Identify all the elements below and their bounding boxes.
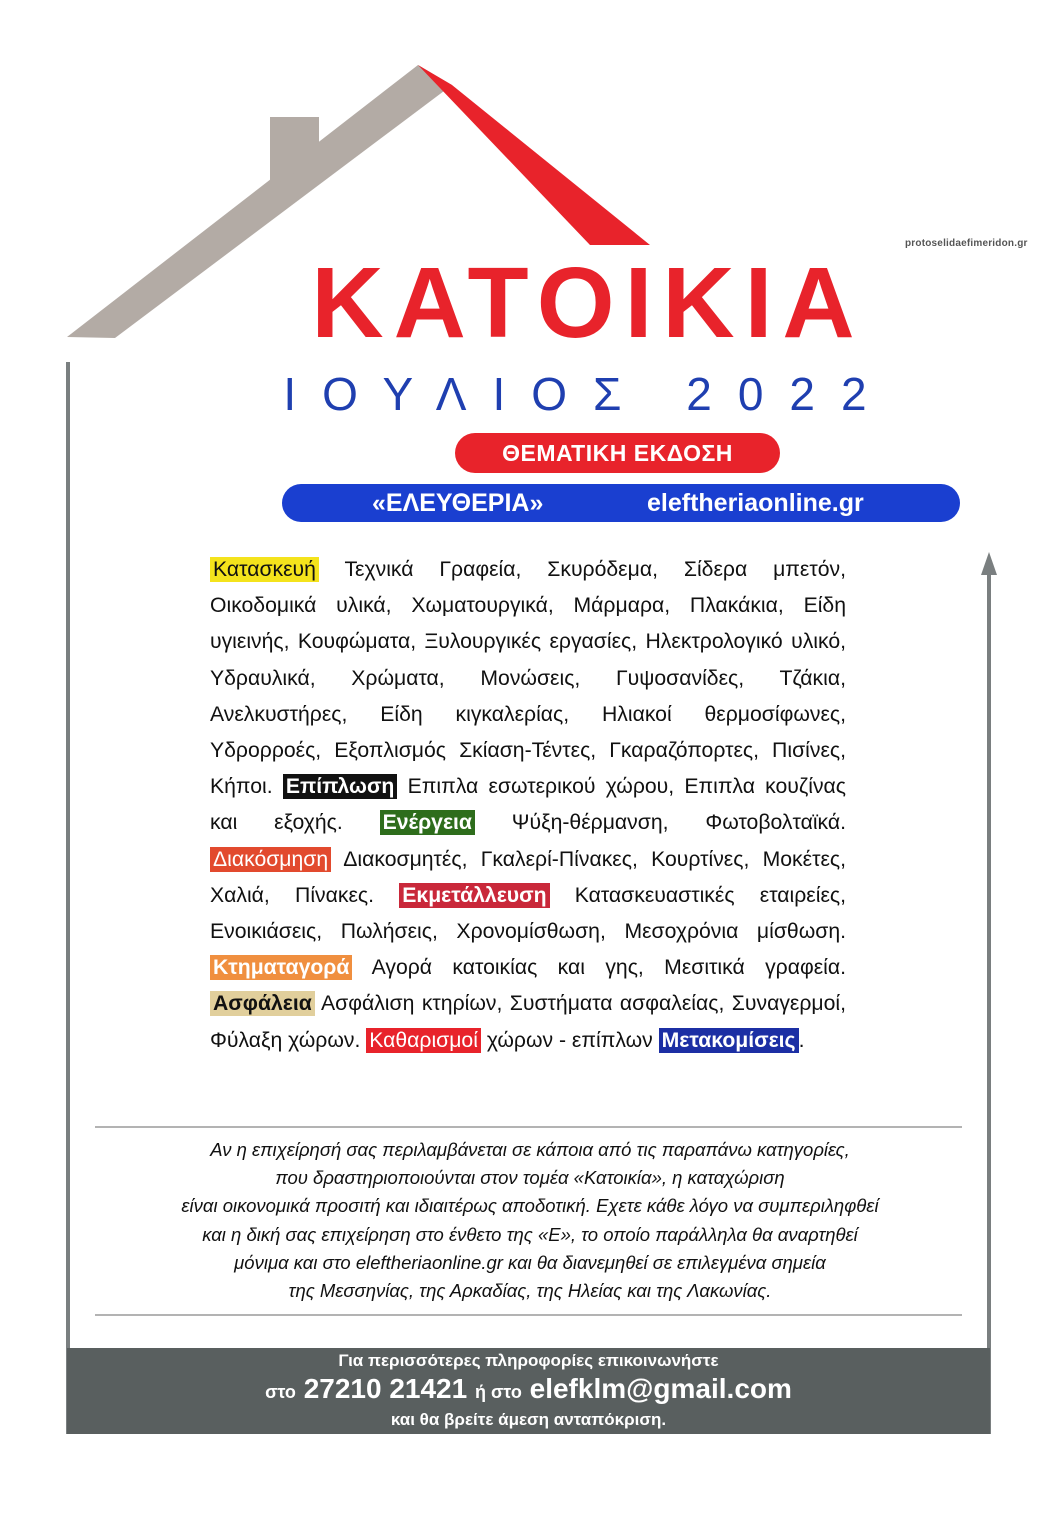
phone-number[interactable]: 27210 21421	[303, 1373, 468, 1404]
category-text: Διακοσμητές, Γκαλερί-Πίνακες, Κουρτίνες, Μοκέτες, Χαλιά, Πίνακες.	[210, 847, 846, 907]
contact-closing: και θα βρείτε άμεση ανταπόκριση.	[390, 1410, 667, 1429]
newspaper-banner	[282, 484, 960, 522]
info-line: που δραστηριοποιούνται στον τομέα «Κατοικία», η καταχώριση	[275, 1167, 785, 1189]
roof-red-slope	[418, 65, 650, 245]
category-tag: Ενέργεια	[380, 810, 475, 835]
category-text: Ασφάλιση κτηρίων, Συστήματα ασφαλείας, Συναγερμοί, Φύλαξη χώρων.	[210, 992, 846, 1052]
edition-badge: ΘΕΜΑΤΙΚΗ ΕΚΔΟΣΗ	[455, 433, 780, 473]
info-line: και η δική σας επιχείρηση στο ένθετο της «Ε», το οποίο παράλληλα θα αναρτηθεί	[202, 1223, 858, 1245]
category-tag: Κατασκευή	[210, 557, 319, 582]
category-real-estate	[210, 955, 846, 980]
category-energy	[380, 810, 846, 835]
category-cleaning	[366, 1028, 658, 1053]
category-text: .	[798, 1028, 805, 1052]
category-moving	[659, 1028, 805, 1053]
issue-date: ΙΟΥΛΙΟΣ 2022	[283, 368, 893, 420]
category-tag: Επίπλωση	[283, 774, 398, 799]
contact-details	[67, 1370, 990, 1411]
contact-footer	[67, 1348, 990, 1434]
info-line: είναι οικονομικά προσιτή και ιδιαιτέρως αποδοτική. Εχετε κάθε λόγο να συμπεριληφθεί	[181, 1195, 879, 1217]
contact-intro: Για περισσότερες πληροφορίες επικοινωνήστε	[338, 1351, 719, 1370]
category-text: Τεχνικά Γραφεία, Σκυρόδεμα, Σίδερα μπετόν, Οικοδομικά υλικά, Χωματουργικά, Μάρμαρα, Πλακάκια, Είδη υγιεινής, Κουφώματα, Ξυλουργικές εργασίες, Ηλεκτρολογικό υλικό, Υδραυλικά, Χρώματα, Μονώσεις, Γυψοσανίδες, Τζάκια, Ανελκυστήρες, Είδη κιγκαλερίας, Ηλιακοί θερμοσίφωνες, Υδρορροές, Εξοπλισμός Σκίαση-Τέντες, Γκαραζόπορτες, Πισίνες, Κήποι.	[210, 558, 846, 799]
contact-prefix: στο	[265, 1382, 296, 1402]
category-list	[210, 552, 846, 1059]
category-text: Ψύξη-θέρμανση, Φωτοβολταϊκά.	[474, 811, 846, 835]
category-tag: Διακόσμηση	[210, 847, 331, 872]
category-tag: Εκμετάλλευση	[399, 883, 549, 908]
category-construction	[210, 557, 846, 798]
info-paragraph	[95, 1136, 965, 1305]
email-link[interactable]: elefklm@gmail.com	[529, 1373, 792, 1404]
contact-or: ή στο	[475, 1382, 522, 1402]
website-link[interactable]: eleftheriaonline.gr	[647, 489, 864, 517]
watermark: protoselidaefimeridon.gr	[905, 238, 1028, 249]
category-tag: Μετακομίσεις	[659, 1028, 799, 1053]
category-text: Κατασκευαστικές εταιρείες, Ενοικιάσεις, Πωλήσεις, Χρονομίσθωση, Μεσοχρόνια μίσθωση.	[210, 883, 846, 944]
page-title: ΚΑΤΟΙΚΙΑ	[311, 247, 865, 359]
info-line: Αν η επιχείρησή σας περιλαμβάνεται σε κάποια από τις παραπάνω κατηγορίες,	[210, 1139, 850, 1160]
category-tag: Καθαρισμοί	[366, 1028, 481, 1053]
info-line: της Μεσσηνίας, της Αρκαδίας, της Ηλείας και της Λακωνίας.	[288, 1280, 772, 1302]
category-text: Αγορά κατοικίας και γης, Μεσιτικά γραφεία.	[352, 956, 846, 980]
newspaper-name: «ΕΛΕΥΘΕΡΙΑ»	[372, 489, 544, 517]
category-tag: Κτηματαγορά	[210, 955, 352, 980]
info-line: μόνιμα και στο eleftheriaonline.gr και θα διανεμηθεί σε επιλεγμένα σημεία	[234, 1251, 826, 1273]
category-text: χώρων - επίπλων	[480, 1028, 659, 1052]
category-tag: Ασφάλεια	[210, 991, 315, 1016]
category-text: Επιπλα εσωτερικού χώρου, Επιπλα κουζίνας και εξοχής.	[210, 775, 846, 835]
arrow-up-icon	[981, 552, 997, 575]
